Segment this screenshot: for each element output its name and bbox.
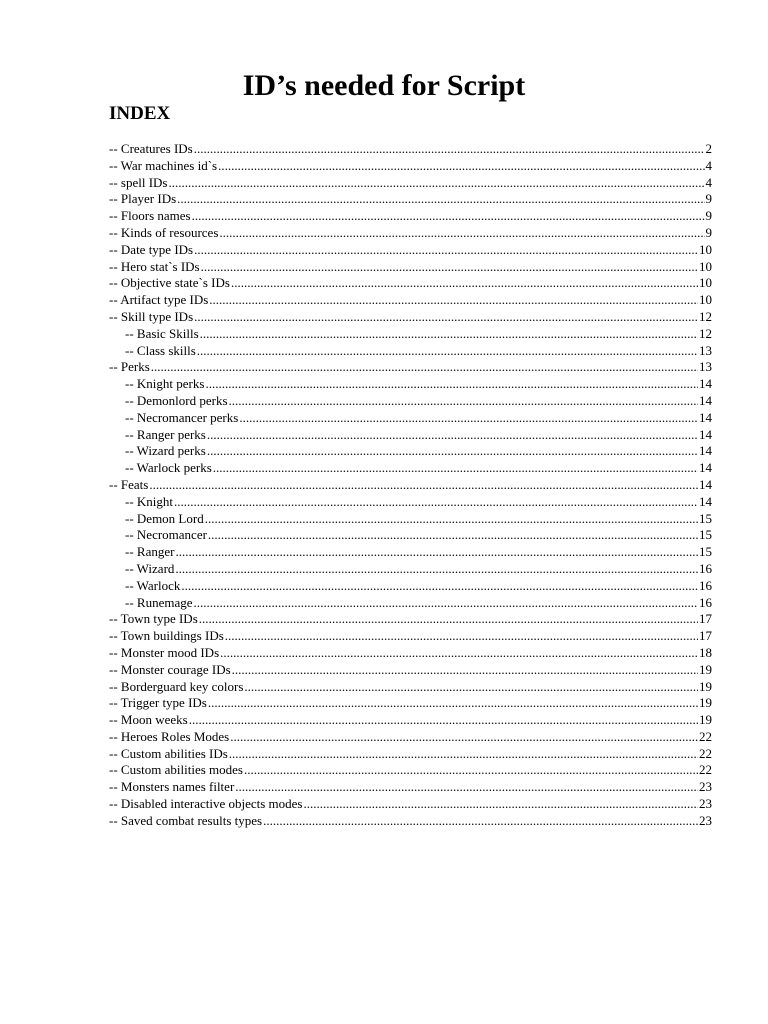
toc-entry-label: -- Artifact type IDs [109, 292, 209, 308]
toc-entry-label: -- Ranger [125, 544, 175, 560]
dot-leader [197, 343, 698, 360]
dot-leader [205, 511, 698, 528]
dot-leader [220, 645, 698, 662]
toc-entry-label: -- Floors names [109, 208, 191, 224]
toc-entry-label: -- Runemage [125, 594, 193, 610]
dot-leader [175, 561, 698, 578]
toc-entry-page-number: 14 [699, 476, 712, 492]
toc-entry[interactable] [109, 410, 712, 427]
toc-entry-page-number: 13 [699, 342, 712, 358]
toc-entry[interactable] [109, 544, 712, 561]
dot-leader [207, 443, 698, 460]
toc-entry-label: -- Knight perks [125, 376, 205, 392]
toc-entry-page-number: 16 [699, 594, 712, 610]
toc-entry-label: -- spell IDs [109, 174, 168, 190]
dot-leader [194, 309, 698, 326]
toc-entry-page-number: 23 [699, 812, 712, 828]
toc-entry-page-number: 16 [699, 560, 712, 576]
dot-leader [231, 275, 698, 292]
toc-entry-page-number: 10 [699, 292, 712, 308]
toc-entry-label: -- Objective state`s IDs [109, 275, 230, 291]
dot-leader [175, 544, 698, 561]
toc-entry[interactable] [109, 292, 712, 309]
dot-leader [239, 410, 698, 427]
toc-entry-page-number: 19 [699, 678, 712, 694]
dot-leader [208, 695, 698, 712]
toc-entry-page-number: 15 [699, 544, 712, 560]
toc-entry-page-number: 23 [699, 796, 712, 812]
dot-leader [200, 326, 698, 343]
toc-entry[interactable] [109, 208, 712, 225]
toc-entry-page-number: 19 [699, 661, 712, 677]
toc-entry[interactable] [109, 477, 712, 494]
dot-leader [263, 813, 698, 830]
dot-leader [194, 242, 698, 259]
toc-entry-label: -- Warlock [125, 577, 181, 593]
toc-entry-label: -- Creatures IDs [109, 141, 193, 156]
toc-entry[interactable] [109, 191, 712, 208]
toc-entry-page-number: 14 [699, 426, 712, 442]
toc-entry-label: -- Necromancer [125, 527, 207, 543]
toc-entry-page-number: 14 [699, 392, 712, 408]
toc-entry[interactable] [109, 796, 712, 813]
toc-entry-label: -- Class skills [125, 342, 196, 358]
dot-leader [205, 376, 698, 393]
toc-entry-label: -- Town buildings IDs [109, 628, 224, 644]
dot-leader [244, 679, 698, 696]
toc-entry-label: -- Monster mood IDs [109, 644, 220, 660]
toc-entry[interactable] [109, 628, 712, 645]
dot-leader [244, 762, 698, 779]
toc-entry[interactable] [109, 494, 712, 511]
dot-leader [201, 259, 698, 276]
toc-entry-page-number: 22 [699, 728, 712, 744]
dot-leader [199, 611, 698, 628]
toc-entry-page-number: 17 [699, 611, 712, 627]
toc-entry-page-number: 9 [705, 191, 712, 207]
toc-entry-page-number: 14 [699, 376, 712, 392]
toc-entry[interactable] [109, 712, 712, 729]
toc-entry-page-number: 22 [699, 745, 712, 761]
toc-entry-label: -- Custom abilities IDs [109, 745, 228, 761]
toc-entry-label: -- Demon Lord [125, 510, 204, 526]
toc-entry-label: -- Monster courage IDs [109, 661, 231, 677]
toc-entry[interactable] [109, 427, 712, 444]
dot-leader [177, 191, 704, 208]
toc-entry-page-number: 4 [705, 157, 712, 173]
toc-entry-label: -- Ranger perks [125, 426, 206, 442]
toc-entry[interactable] [109, 275, 712, 292]
toc-entry-page-number: 23 [699, 779, 712, 795]
dot-leader [174, 494, 698, 511]
toc-entry-label: -- Town type IDs [109, 611, 198, 627]
dot-leader [149, 477, 698, 494]
dot-leader [232, 662, 698, 679]
toc-entry-page-number: 14 [699, 409, 712, 425]
toc-entry-page-number: 13 [699, 359, 712, 375]
toc-entry-label: -- Monsters names filter [109, 779, 235, 795]
toc-entry-label: -- Basic Skills [125, 325, 199, 341]
toc-entry[interactable] [109, 762, 712, 779]
toc-entry[interactable] [109, 326, 712, 343]
dot-leader [229, 746, 698, 763]
toc-entry-label: -- Warlock perks [125, 460, 212, 476]
toc-entry[interactable] [109, 679, 712, 696]
toc-entry[interactable] [109, 359, 712, 376]
toc-entry-label: -- Hero stat`s IDs [109, 258, 200, 274]
toc-entry-page-number: 18 [699, 644, 712, 660]
dot-leader [194, 595, 698, 612]
toc-entry-label: -- Moon weeks [109, 712, 188, 728]
toc-entry-label: -- Perks [109, 359, 150, 375]
page-title: ID’s needed for Script [242, 69, 526, 102]
dot-leader [213, 460, 698, 477]
toc-entry-label: -- Wizard [125, 560, 175, 576]
dot-leader [208, 527, 698, 544]
toc-entry-label: -- Knight [125, 493, 174, 509]
dot-leader [209, 292, 698, 309]
toc-entry-page-number: 9 [705, 208, 712, 224]
toc-entry[interactable] [109, 527, 712, 544]
dot-leader [230, 729, 698, 746]
toc-entry[interactable] [109, 259, 712, 276]
toc-entry-label: -- Necromancer perks [125, 409, 239, 425]
toc-entry-page-number: 10 [699, 275, 712, 291]
toc-entry[interactable] [109, 695, 712, 712]
toc-entry-label: -- Kinds of resources [109, 224, 219, 240]
toc-entry[interactable] [109, 561, 712, 578]
toc-entry-label: -- Disabled interactive objects modes [109, 796, 303, 812]
dot-leader [192, 208, 705, 225]
toc-entry[interactable] [109, 393, 712, 410]
dot-leader [181, 578, 698, 595]
toc-entry-label: -- Saved combat results types [109, 812, 263, 828]
toc-entry[interactable] [109, 460, 712, 477]
toc-entry-page-number: 14 [699, 460, 712, 476]
toc-entry-page-number: 9 [705, 224, 712, 240]
dot-leader [189, 712, 698, 729]
table-of-contents [109, 141, 712, 830]
toc-entry-label: -- Skill type IDs [109, 308, 194, 324]
toc-entry-page-number: 17 [699, 628, 712, 644]
toc-entry[interactable] [109, 225, 712, 242]
toc-entry[interactable] [109, 595, 712, 612]
toc-entry[interactable] [109, 141, 712, 158]
toc-entry-page-number: 15 [699, 510, 712, 526]
toc-entry-label: -- Borderguard key colors [109, 678, 244, 694]
toc-entry[interactable] [109, 175, 712, 192]
toc-entry[interactable] [109, 729, 712, 746]
toc-entry[interactable] [109, 376, 712, 393]
toc-entry-page-number: 19 [699, 712, 712, 728]
toc-entry[interactable] [109, 443, 712, 460]
toc-entry[interactable] [109, 662, 712, 679]
toc-entry[interactable] [109, 242, 712, 259]
toc-entry-label: -- Date type IDs [109, 241, 194, 257]
toc-entry[interactable] [109, 611, 712, 628]
toc-entry-label: -- Player IDs [109, 191, 177, 207]
dot-leader [225, 628, 698, 645]
dot-leader [207, 427, 698, 444]
toc-entry-label: -- Trigger type IDs [109, 695, 207, 711]
toc-entry-page-number: 14 [699, 443, 712, 459]
dot-leader [235, 779, 698, 796]
dot-leader [229, 393, 698, 410]
toc-entry-label: -- Custom abilities modes [109, 762, 243, 778]
toc-entry[interactable] [109, 779, 712, 796]
toc-entry-page-number: 10 [699, 241, 712, 257]
toc-entry[interactable] [109, 813, 712, 830]
toc-entry[interactable] [109, 158, 712, 175]
dot-leader [151, 359, 698, 376]
toc-entry-page-number: 12 [699, 308, 712, 324]
toc-entry-page-number: 15 [699, 527, 712, 543]
toc-entry-label: -- Heroes Roles Modes [109, 728, 230, 744]
dot-leader [219, 225, 704, 242]
toc-entry[interactable] [109, 578, 712, 595]
toc-entry-label: -- Wizard perks [125, 443, 206, 459]
dot-leader [169, 175, 705, 192]
dot-leader [304, 796, 699, 813]
index-heading: INDEX [109, 103, 171, 124]
toc-entry-page-number: 4 [705, 174, 712, 190]
dot-leader [218, 158, 704, 175]
toc-entry[interactable] [109, 511, 712, 528]
toc-entry-page-number: 2 [705, 141, 712, 156]
toc-entry-page-number: 22 [699, 762, 712, 778]
toc-entry-page-number: 12 [699, 325, 712, 341]
toc-entry-label: -- Feats [109, 476, 149, 492]
toc-entry[interactable] [109, 746, 712, 763]
toc-entry-page-number: 16 [699, 577, 712, 593]
toc-entry-label: -- Demonlord perks [125, 392, 228, 408]
dot-leader [194, 141, 705, 158]
toc-entry-page-number: 10 [699, 258, 712, 274]
toc-entry[interactable] [109, 309, 712, 326]
toc-entry-label: -- War machines id`s [109, 157, 218, 173]
toc-entry-page-number: 19 [699, 695, 712, 711]
toc-entry[interactable] [109, 645, 712, 662]
toc-entry[interactable] [109, 343, 712, 360]
toc-entry-page-number: 14 [699, 493, 712, 509]
